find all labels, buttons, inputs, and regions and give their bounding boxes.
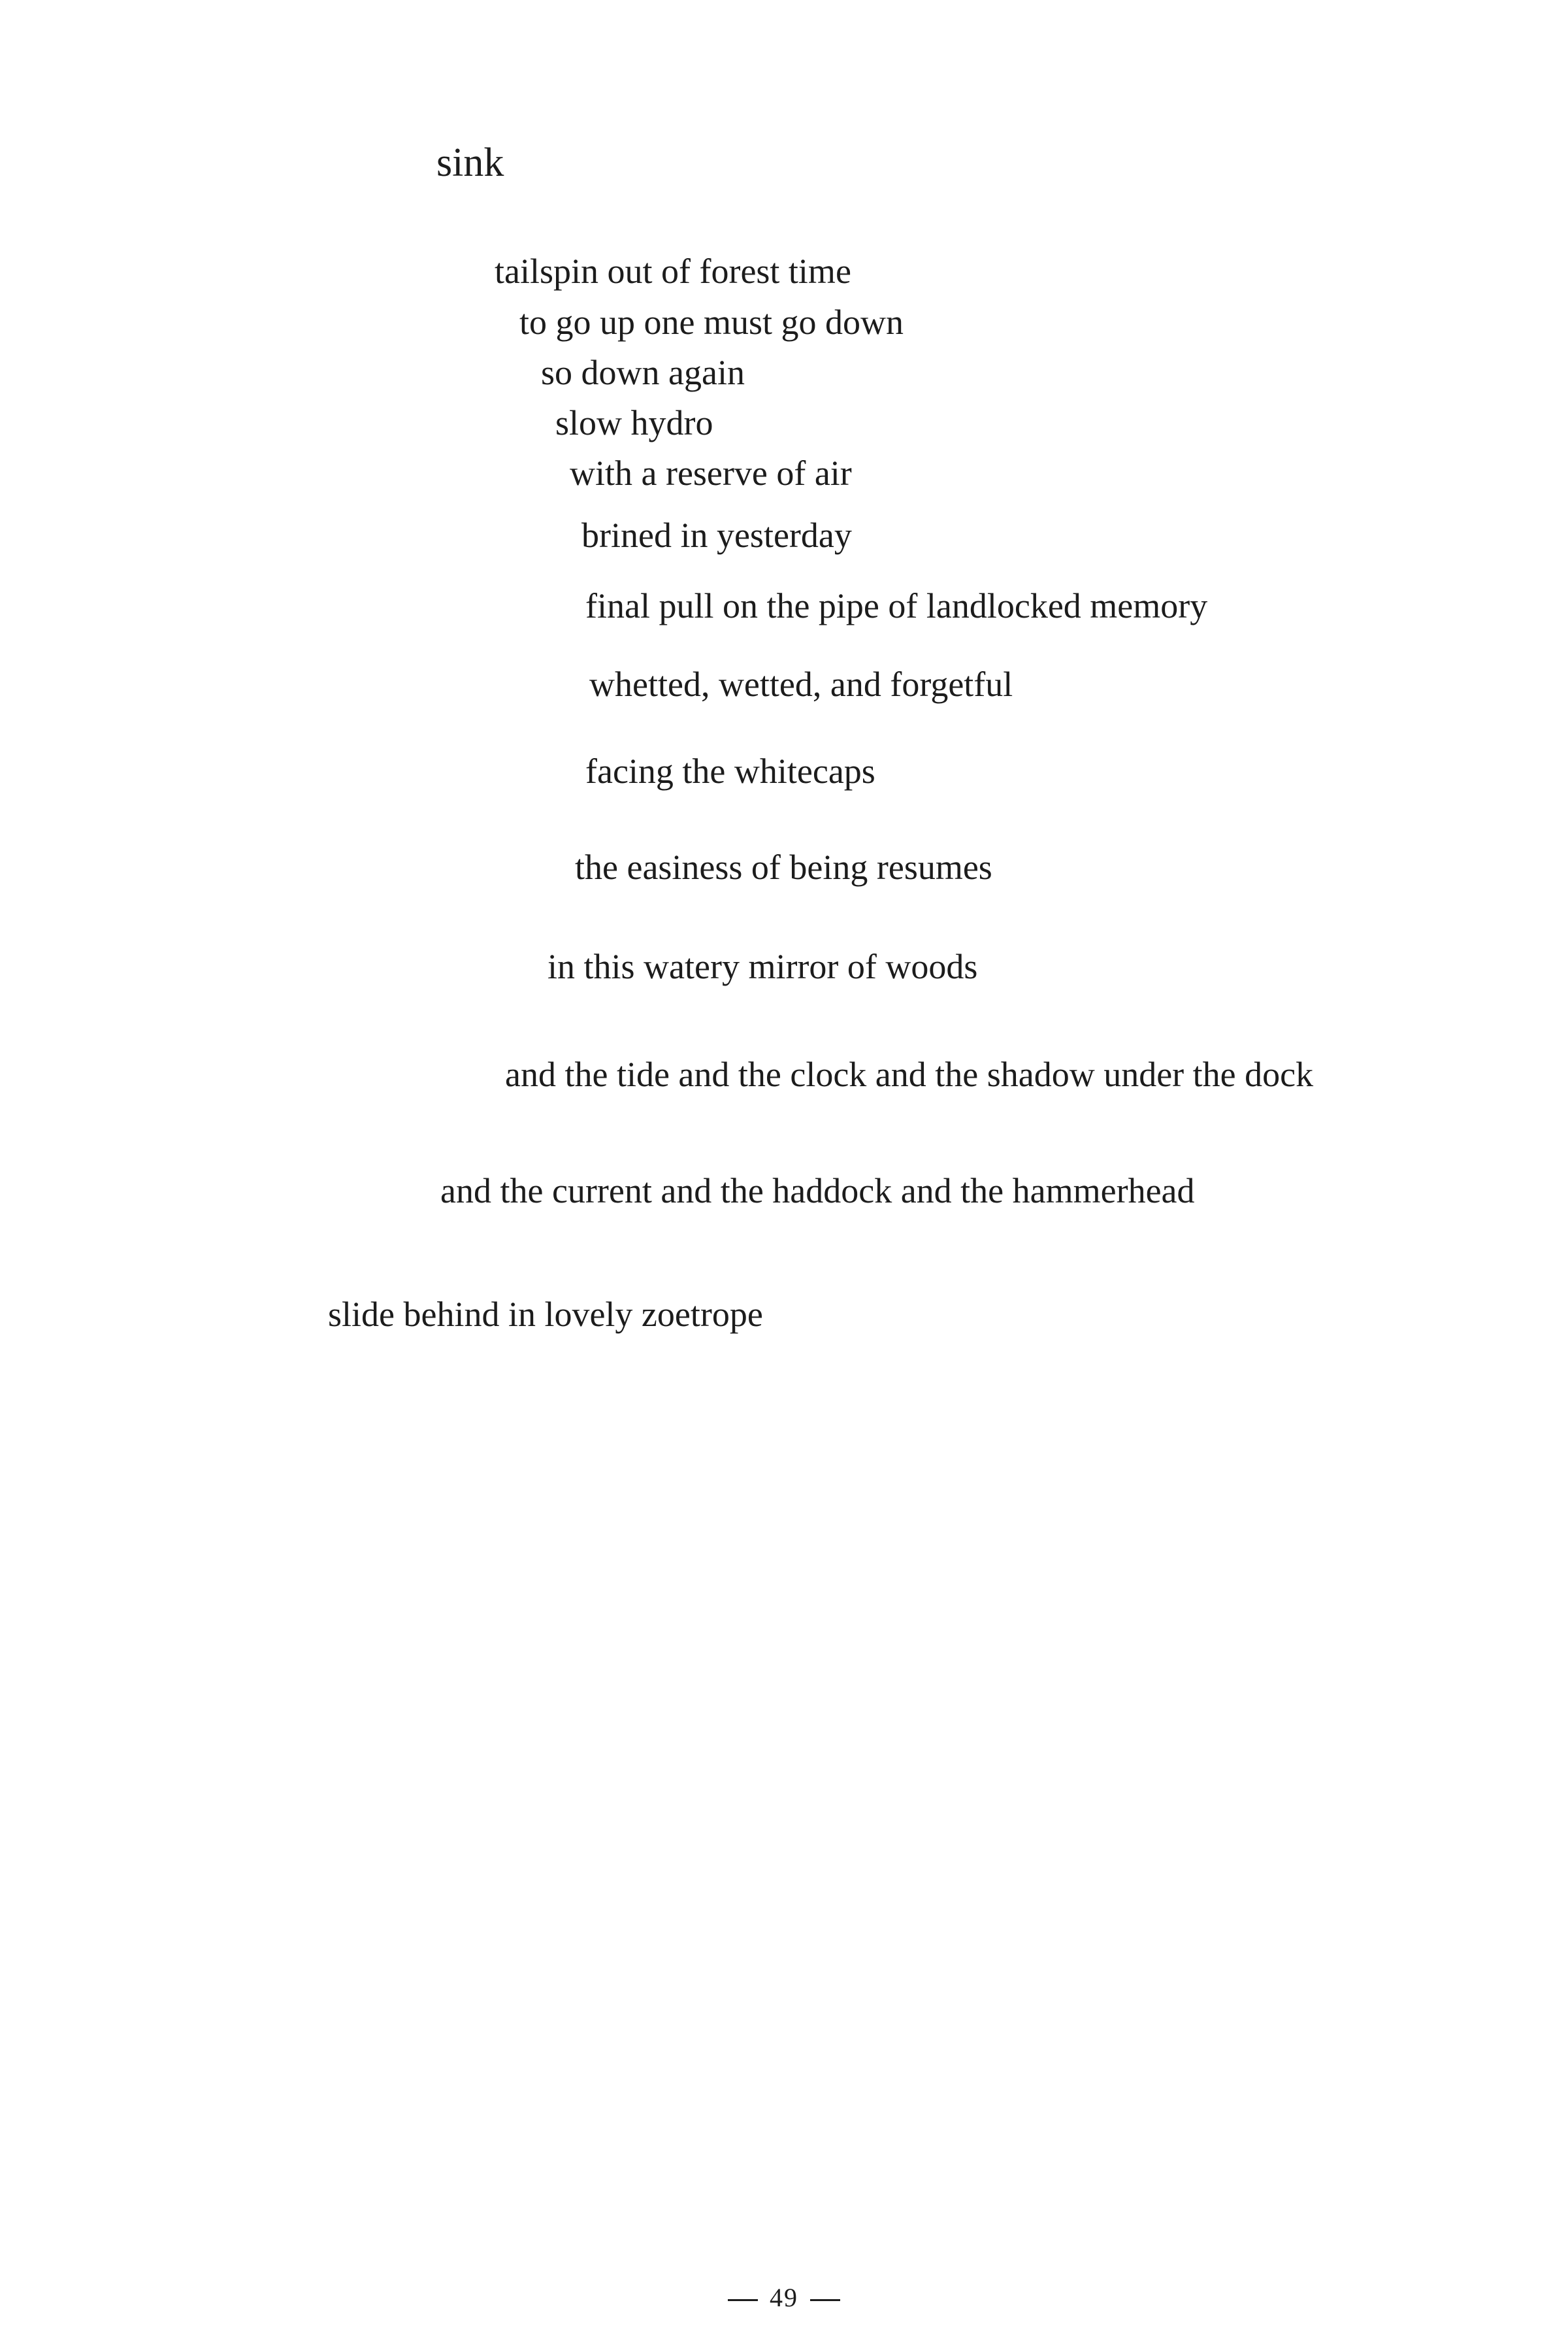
poem-line: the easiness of being resumes [575,848,992,887]
poem-line: facing the whitecaps [585,752,875,791]
poem-line: in this watery mirror of woods [547,947,978,986]
poem-line: so down again [541,353,745,392]
poem-line: slow hydro [555,403,713,442]
poem-line: final pull on the pipe of landlocked memory [585,586,1208,625]
poem-line: and the tide and the clock and the shadow under the dock [505,1055,1314,1094]
poem-line: brined in yesterday [581,516,852,555]
poem-line: to go up one must go down [519,303,904,342]
poem-title: sink [436,141,504,185]
em-dash-right [810,2299,840,2301]
poem-line: with a reserve of air [570,454,852,493]
poem-line: slide behind in lovely zoetrope [328,1295,763,1334]
page-number: 49 [770,2283,798,2312]
em-dash-left [728,2299,758,2301]
poem-line: and the current and the haddock and the hammerhead [440,1171,1195,1210]
poem-line: whetted, wetted, and forgetful [589,665,1013,704]
poem-line: tailspin out of forest time [495,252,851,291]
page-footer [0,2285,1568,2311]
